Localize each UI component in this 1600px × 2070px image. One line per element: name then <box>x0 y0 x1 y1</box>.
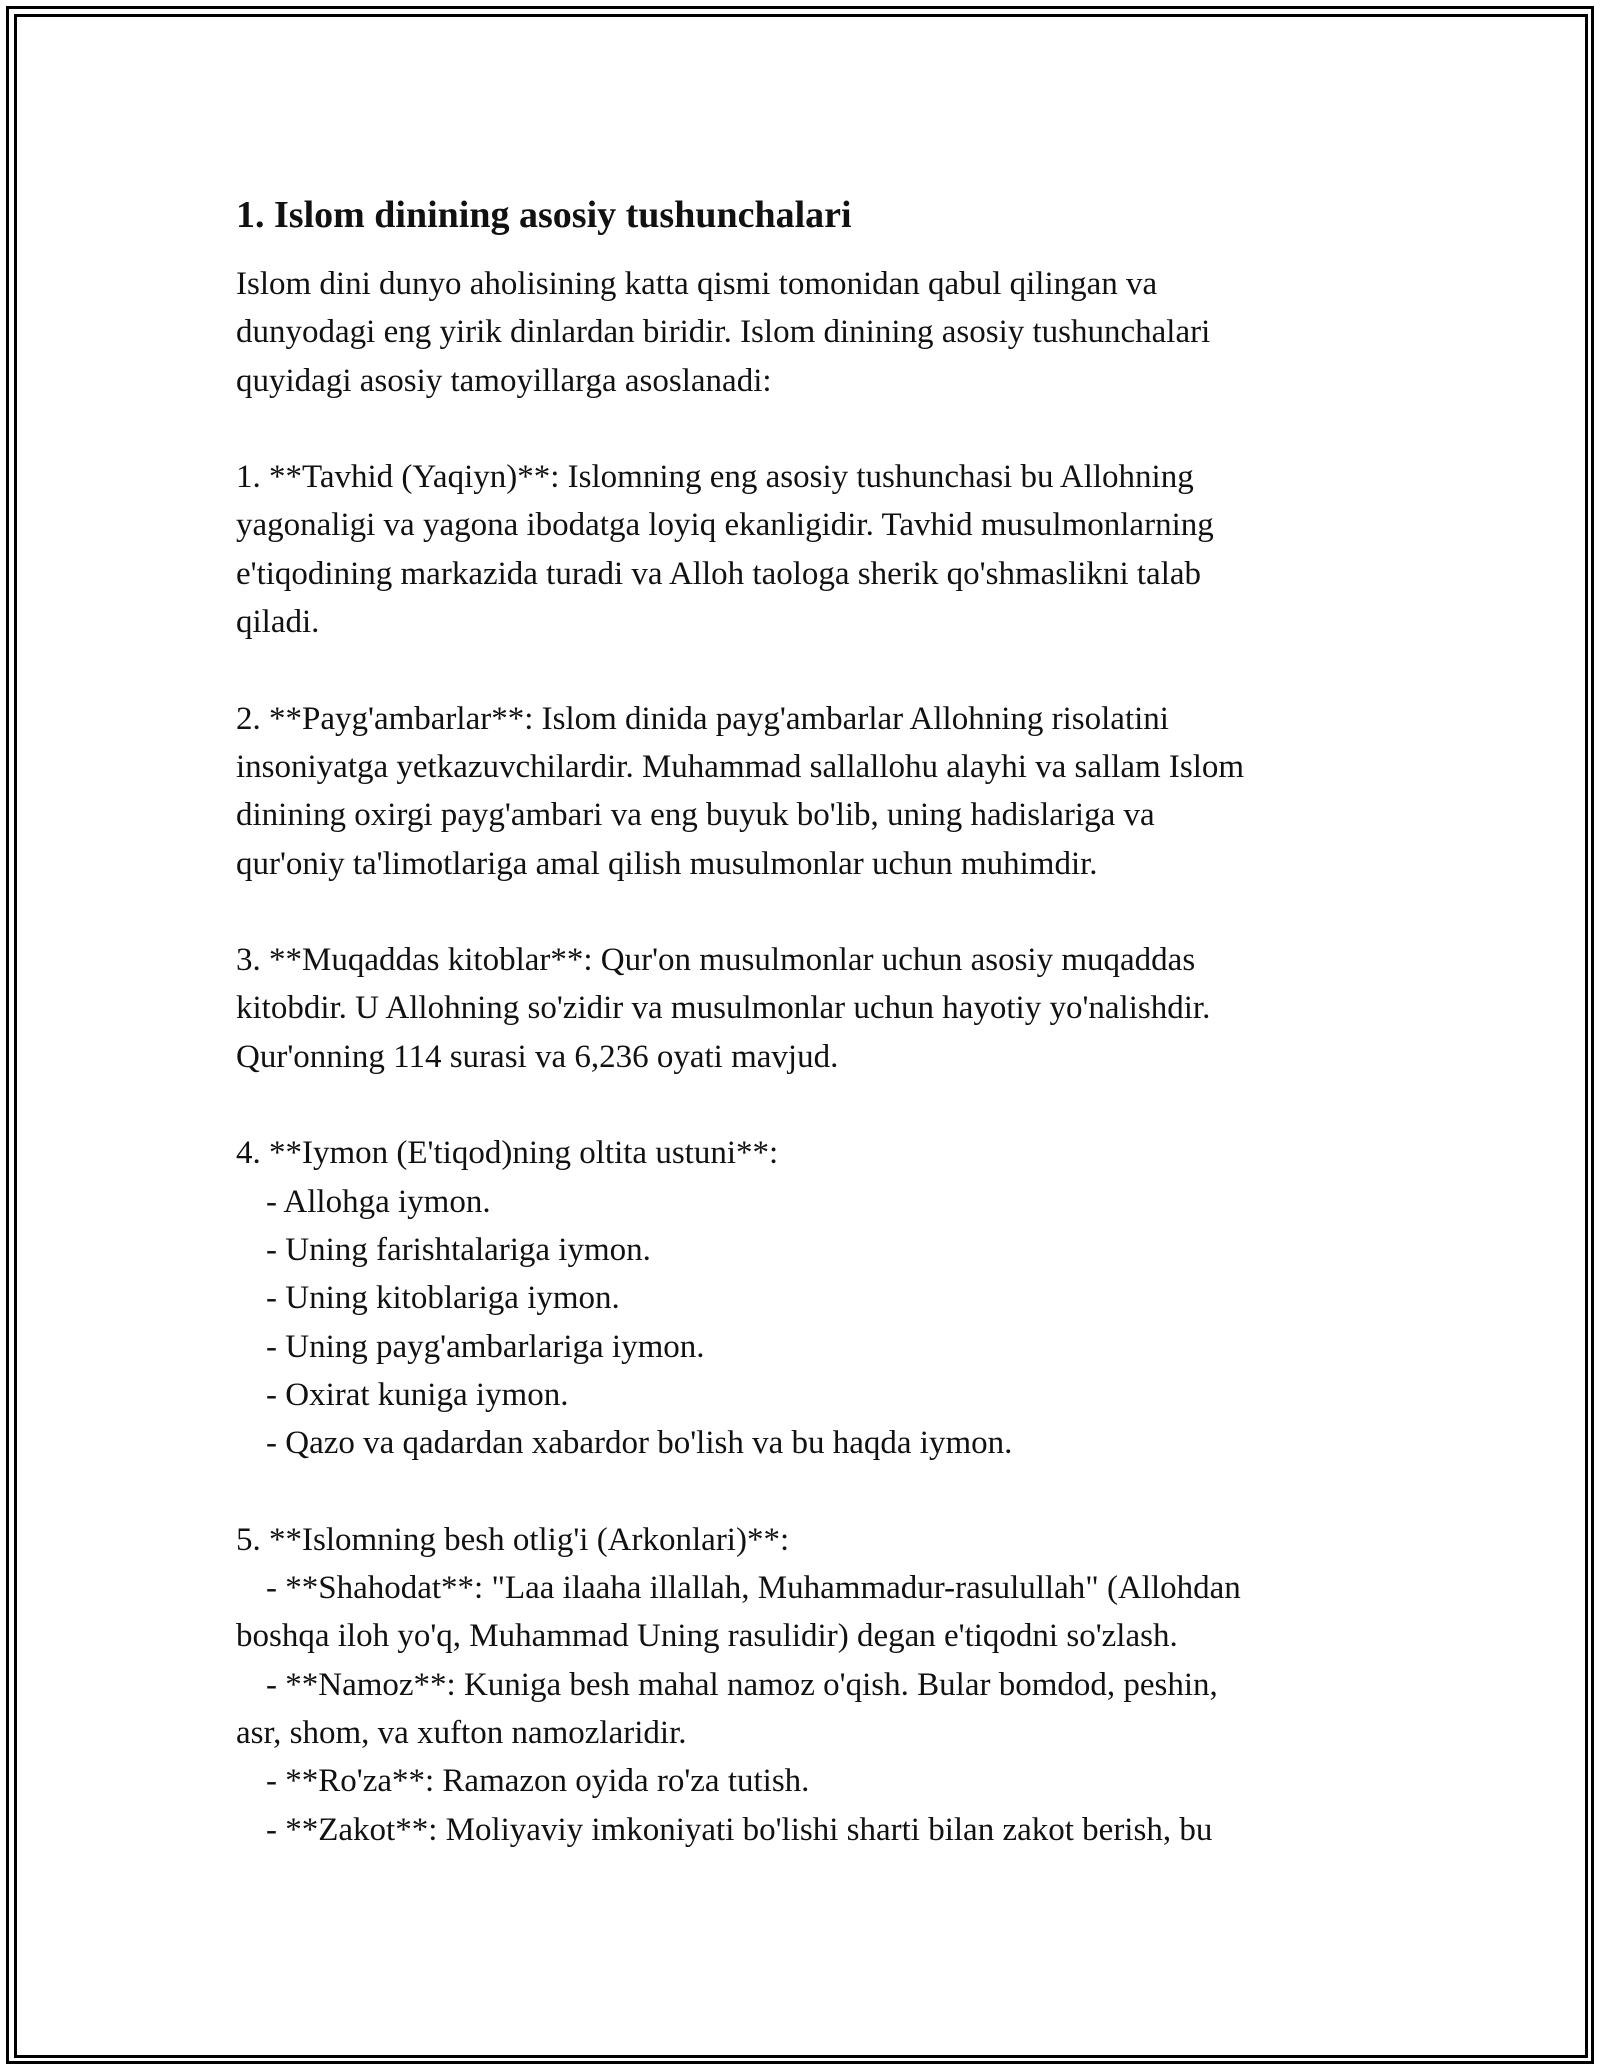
text-line: 2. **Payg'ambarlar**: Islom dinida payg'ambarlar Allohning risolatini <box>236 700 1169 737</box>
text-line: dinining oxirgi payg'ambari va eng buyuk bo'lib, uning hadislariga va <box>236 797 1155 834</box>
text-line: insoniyatga yetkazuvchilardir. Muhammad sallallohu alayhi va sallam Islom <box>236 748 1245 785</box>
bullet-item-shahodat: - **Shahodat**: "Laa ilaaha illallah, Muhammadur-rasulullah" (Allohdan <box>266 1570 1241 1607</box>
bullet-item: - Oxirat kuniga iymon. <box>266 1376 569 1413</box>
text-line: Qur'onning 114 surasi va 6,236 oyati mavjud. <box>236 1038 839 1075</box>
bullet-item: - Uning kitoblariga iymon. <box>266 1280 620 1317</box>
list-item-title: 5. **Islomning besh otlig'i (Arkonlari)**: <box>236 1521 790 1558</box>
text-line: dunyodagi eng yirik dinlardan biridir. Islom dinining asosiy tushunchalari <box>236 314 1211 351</box>
intro-paragraph <box>236 260 1366 405</box>
text-line: 1. **Tavhid (Yaqiyn)**: Islomning eng asosiy tushunchasi bu Allohning <box>236 459 1194 496</box>
text-line: yagonaligi va yagona ibodatga loyiq ekanligidir. Tavhid musulmonlarning <box>236 507 1214 544</box>
text-line: asr, shom, va xufton namozlaridir. <box>236 1714 687 1751</box>
text-line: qur'oniy ta'limotlariga amal qilish musulmonlar uchun muhimdir. <box>236 845 1098 882</box>
bullet-item-namoz: - **Namoz**: Kuniga besh mahal namoz o'qish. Bular bomdod, peshin, <box>266 1666 1218 1703</box>
list-item-tavhid <box>236 453 1366 646</box>
bullet-item-zakot: - **Zakot**: Moliyaviy imkoniyati bo'lishi sharti bilan zakot berish, bu <box>266 1811 1213 1848</box>
text-line: Islom dini dunyo aholisining katta qismi tomonidan qabul qilingan va <box>236 266 1158 302</box>
list-item-paygambarlar <box>236 695 1366 888</box>
section-heading: 1. Islom dinining asosiy tushunchalari <box>236 194 852 236</box>
bullet-item: - Qazo va qadardan xabardor bo'lish va bu haqda iymon. <box>266 1425 1013 1462</box>
list-item-title: 4. **Iymon (E'tiqod)ning oltita ustuni**: <box>236 1135 779 1172</box>
text-line: e'tiqodining markazida turadi va Alloh taologa sherik qo'shmaslikni talab <box>236 555 1202 592</box>
list-item-arkonlar <box>236 1516 1366 1854</box>
bullet-item: - Allohga iymon. <box>266 1183 491 1220</box>
text-line: 3. **Muqaddas kitoblar**: Qur'on musulmonlar uchun asosiy muqaddas <box>236 942 1196 979</box>
list-item-muqaddas-kitoblar <box>236 936 1366 1081</box>
bullet-item-roza: - **Ro'za**: Ramazon oyida ro'za tutish. <box>266 1763 810 1800</box>
text-line: boshqa iloh yo'q, Muhammad Uning rasulidir) degan e'tiqodni so'zlash. <box>236 1618 1178 1655</box>
text-line: kitobdir. U Allohning so'zidir va musulmonlar uchun hayotiy yo'nalishdir. <box>236 990 1211 1027</box>
bullet-item: - Uning farishtalariga iymon. <box>266 1231 651 1268</box>
text-line: qiladi. <box>236 604 320 641</box>
bullet-item: - Uning payg'ambarlariga iymon. <box>266 1328 705 1365</box>
list-item-iymon <box>236 1129 1366 1467</box>
document-body <box>236 192 1366 1854</box>
text-line: quyidagi asosiy tamoyillarga asoslanadi: <box>236 362 772 399</box>
